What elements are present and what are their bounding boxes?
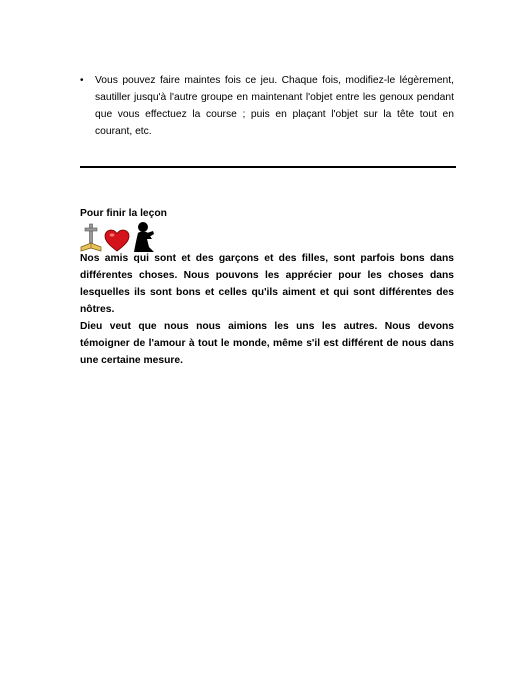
section-divider — [80, 166, 456, 168]
bullet-marker: • — [80, 75, 84, 86]
instruction-bullet-item — [80, 72, 454, 140]
section-heading: Pour finir la leçon — [80, 208, 167, 219]
instruction-text: Vous pouvez faire maintes fois ce jeu. Chaque fois, modifiez-le légèrement, sautiller jusqu'à l'autre groupe en maintenant l'objet entre les genoux pendant que vous effectuez la course ; puis en plaçant l'objet sur la tête tout en courant, etc. — [95, 75, 454, 137]
lesson-icons — [80, 221, 156, 253]
paragraph: Dieu veut que nous nous aimions les uns les autres. Nous devons témoigner de l'amour à tout le monde, même s'il est différent de nous dans une certaine mesure. — [80, 321, 454, 366]
praying-child-icon — [132, 221, 156, 253]
paragraph: Nos amis qui sont et des garçons et des filles, sont parfois bons dans différentes choses. Nous pouvons les apprécier pour les choses dans lesquelles ils sont bons et celles qu'ils aiment et qui sont différentes des nôtres. — [80, 253, 454, 315]
cross-on-bible-icon — [80, 223, 102, 253]
lesson-conclusion-body — [80, 250, 454, 369]
